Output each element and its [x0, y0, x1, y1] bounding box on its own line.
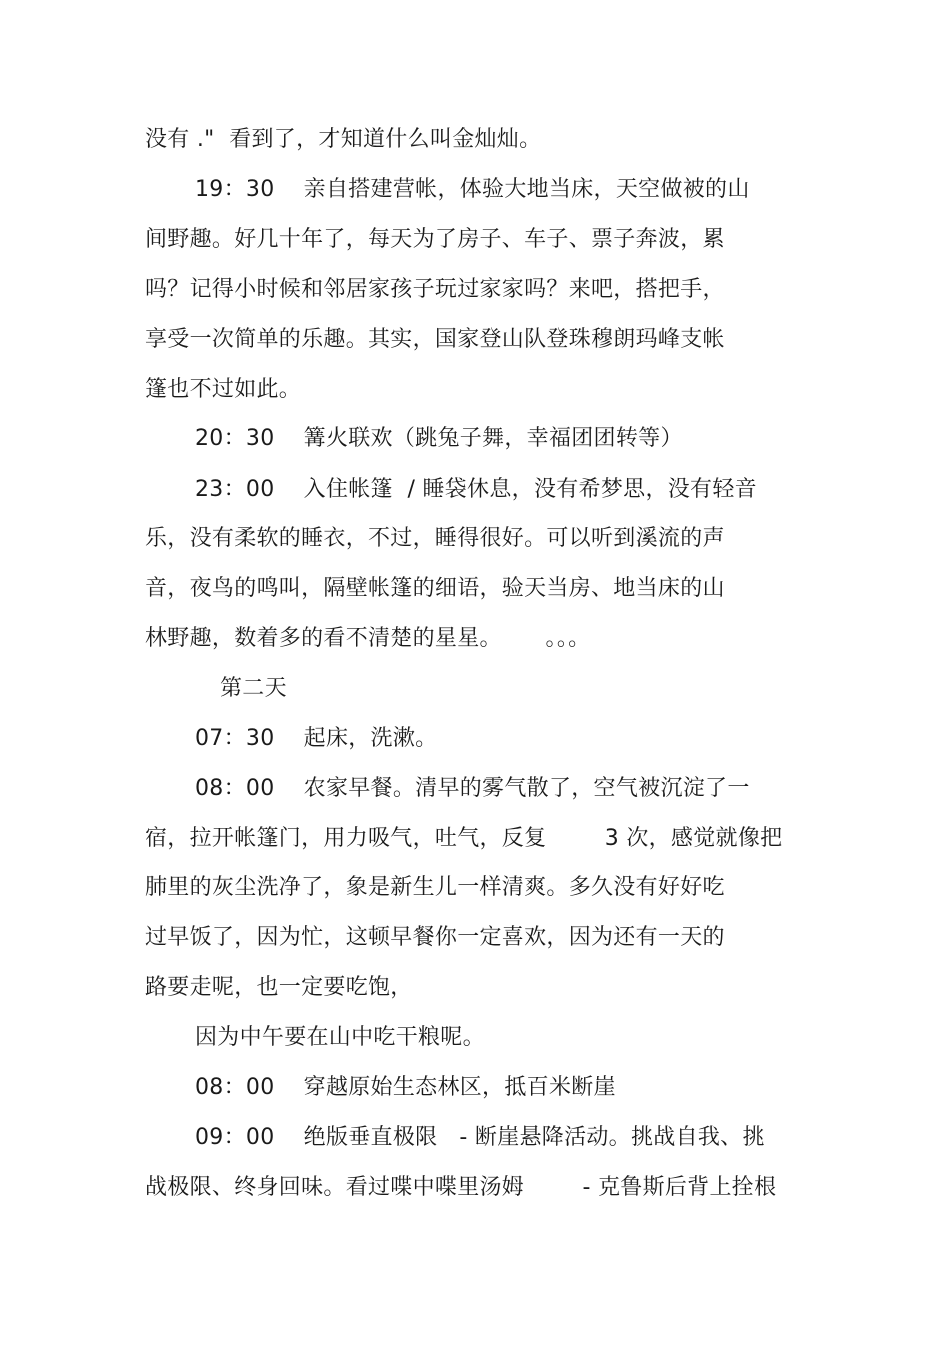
text-line: 没有 ." 看到了，才知道什么叫金灿灿。 [145, 127, 542, 152]
section-heading: 第二天 [220, 676, 287, 701]
text-line: 林野趣，数着多的看不清楚的星星。 。。。 [145, 626, 591, 651]
text-line: 20：30 篝火联欢（跳兔子舞，幸福团团转等） [195, 426, 683, 451]
text-line: 过早饭了，因为忙，这顿早餐你一定喜欢，因为还有一天的 [145, 925, 725, 950]
text-line: 路要走呢，也一定要吃饱， [145, 975, 413, 1000]
text-line: 乐，没有柔软的睡衣，不过，睡得很好。可以听到溪流的声 [145, 526, 725, 551]
text-line: 战极限、终身回味。看过喋中喋里汤姆 - 克鲁斯后背上拴根 [145, 1175, 777, 1200]
text-line: 因为中午要在山中吃干粮呢。 [195, 1025, 485, 1050]
text-line: 吗？记得小时候和邻居家孩子玩过家家吗？来吧，搭把手， [145, 277, 725, 302]
text-line: 宿，拉开帐篷门，用力吸气，吐气，反复 3 次，感觉就像把 [145, 826, 783, 851]
text-line: 音，夜鸟的鸣叫，隔壁帐篷的细语，验天当房、地当床的山 [145, 576, 725, 601]
text-line: 肺里的灰尘洗净了，象是新生儿一样清爽。多久没有好好吃 [145, 875, 725, 900]
text-line: 篷也不过如此。 [145, 377, 302, 402]
text-line: 享受一次简单的乐趣。其实，国家登山队登珠穆朗玛峰支帐 [145, 327, 725, 352]
text-line: 间野趣。好几十年了，每天为了房子、车子、票子奔波，累 [145, 227, 725, 252]
text-line: 19：30 亲自搭建营帐，体验大地当床，天空做被的山 [195, 177, 750, 202]
text-line: 07：30 起床，洗漱。 [195, 726, 438, 751]
text-line: 08：00 穿越原始生态林区，抵百米断崖 [195, 1075, 616, 1100]
text-line: 23：00 入住帐篷 / 睡袋休息，没有希梦思，没有轻音 [195, 477, 757, 502]
text-line: 09：00 绝版垂直极限 - 断崖悬降活动。挑战自我、挑 [195, 1125, 765, 1150]
text-line: 08：00 农家早餐。清早的雾气散了，空气被沉淀了一 [195, 776, 750, 801]
